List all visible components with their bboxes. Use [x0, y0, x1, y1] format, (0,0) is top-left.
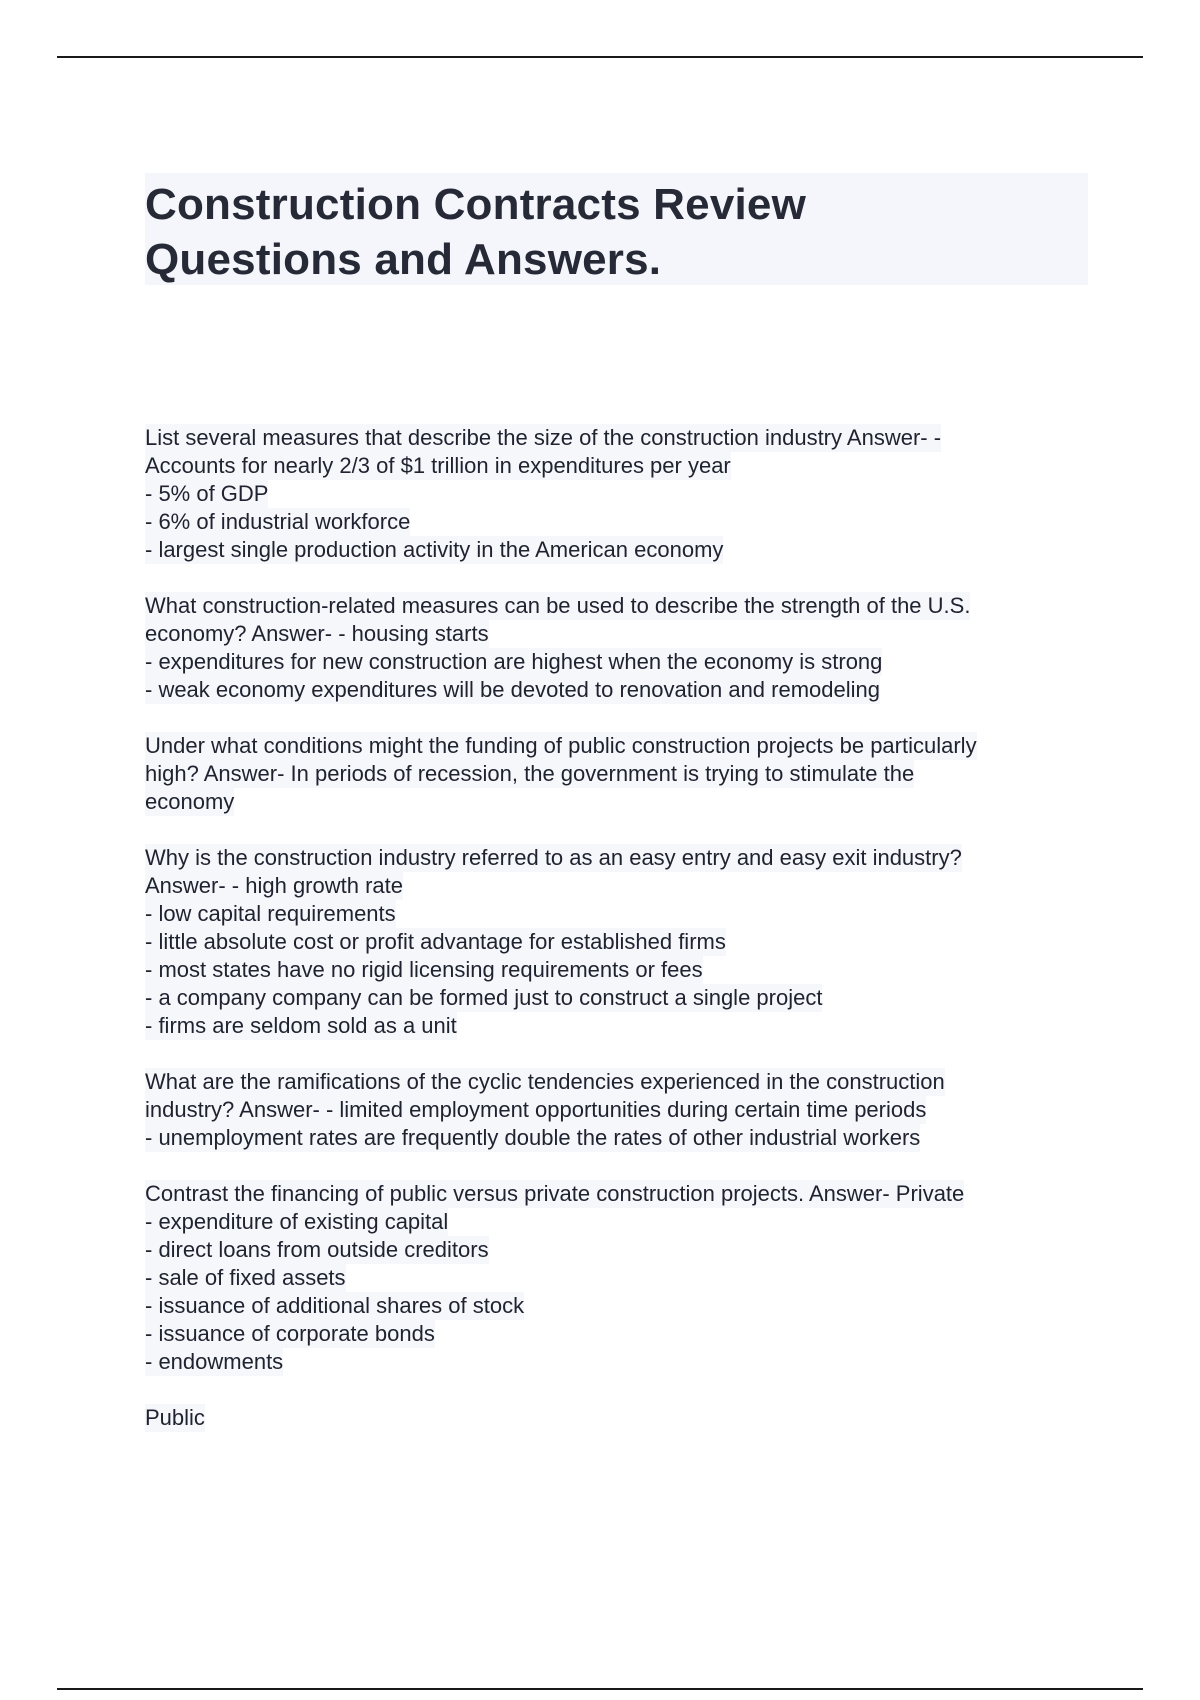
- text-line: Public: [145, 1405, 205, 1430]
- text-line: - issuance of additional shares of stock: [145, 1293, 525, 1318]
- text-line: - expenditure of existing capital: [145, 1209, 449, 1234]
- text-line: - endowments: [145, 1349, 284, 1374]
- text-line: - a company company can be formed just to construct a single project: [145, 985, 823, 1010]
- qa-block: [145, 844, 1075, 1040]
- title-line: Questions and Answers.: [145, 235, 662, 284]
- qa-block: [145, 1404, 1075, 1432]
- text-line: industry? Answer- - limited employment opportunities during certain time periods: [145, 1097, 927, 1122]
- top-rule: [57, 56, 1143, 58]
- text-line: Contrast the financing of public versus private construction projects. Answer- Private: [145, 1181, 965, 1206]
- text-line: - unemployment rates are frequently double the rates of other industrial workers: [145, 1125, 921, 1150]
- text-line: economy: [145, 789, 235, 814]
- title-line: Construction Contracts Review: [145, 180, 807, 229]
- text-line: Accounts for nearly 2/3 of $1 trillion in expenditures per year: [145, 453, 731, 478]
- text-line: economy? Answer- - housing starts: [145, 621, 489, 646]
- text-line: Under what conditions might the funding of public construction projects be particularly: [145, 733, 977, 758]
- text-line: - largest single production activity in the American economy: [145, 537, 724, 562]
- text-line: - direct loans from outside creditors: [145, 1237, 489, 1262]
- qa-block: [145, 1068, 1075, 1152]
- text-line: high? Answer- In periods of recession, the government is trying to stimulate the: [145, 761, 915, 786]
- document-title: [145, 173, 1088, 285]
- text-line: - most states have no rigid licensing requirements or fees: [145, 957, 703, 982]
- text-line: Why is the construction industry referred to as an easy entry and easy exit industry?: [145, 845, 962, 870]
- text-line: List several measures that describe the size of the construction industry Answer- -: [145, 425, 942, 450]
- bottom-rule: [57, 1688, 1143, 1690]
- text-line: - firms are seldom sold as a unit: [145, 1013, 457, 1038]
- text-line: What construction-related measures can be used to describe the strength of the U.S.: [145, 593, 971, 618]
- qa-block: [145, 1180, 1075, 1376]
- text-line: - low capital requirements: [145, 901, 396, 926]
- text-line: - weak economy expenditures will be devoted to renovation and remodeling: [145, 677, 880, 702]
- qa-block: [145, 424, 1075, 564]
- text-line: What are the ramifications of the cyclic tendencies experienced in the construction: [145, 1069, 945, 1094]
- text-line: - expenditures for new construction are highest when the economy is strong: [145, 649, 883, 674]
- text-line: - issuance of corporate bonds: [145, 1321, 435, 1346]
- text-line: - little absolute cost or profit advantage for established firms: [145, 929, 726, 954]
- document-body: [145, 424, 1075, 1460]
- qa-block: [145, 732, 1075, 816]
- text-line: - sale of fixed assets: [145, 1265, 346, 1290]
- qa-block: [145, 592, 1075, 704]
- text-line: - 6% of industrial workforce: [145, 509, 411, 534]
- text-line: - 5% of GDP: [145, 481, 269, 506]
- text-line: Answer- - high growth rate: [145, 873, 403, 898]
